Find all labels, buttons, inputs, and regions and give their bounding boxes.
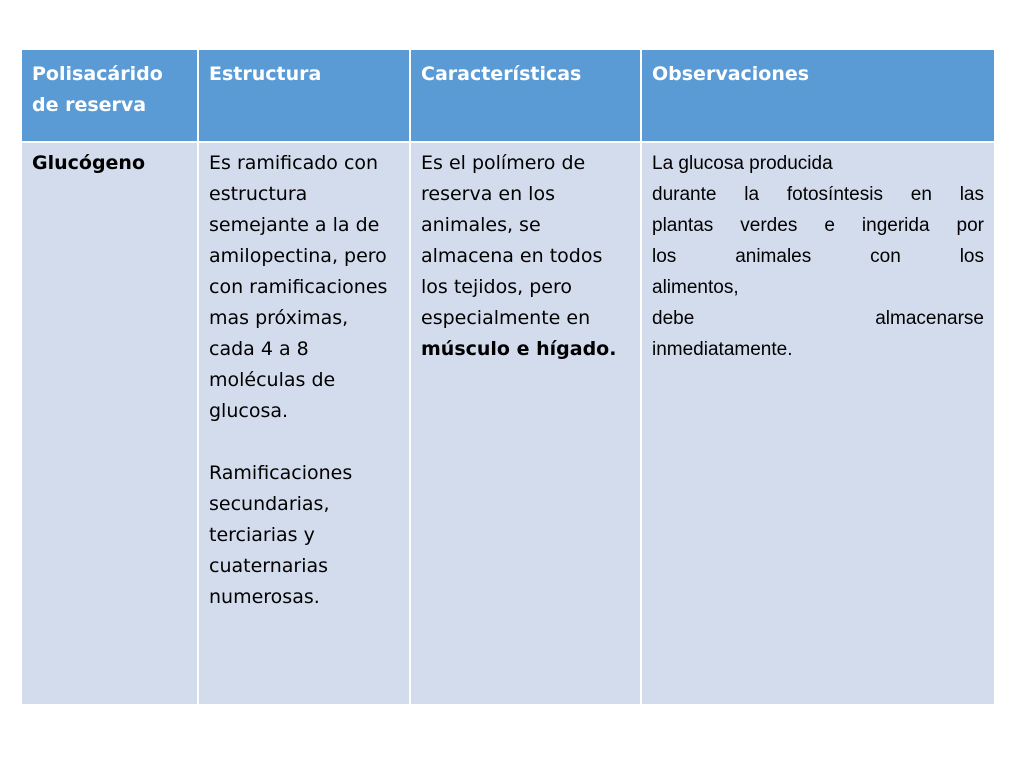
polysaccharide-table (20, 48, 996, 706)
cell-caracteristicas (410, 142, 641, 705)
header-polisacarido: Polisacárido de reserva (21, 49, 198, 142)
cell-observaciones (641, 142, 995, 705)
header-observaciones: Observaciones (641, 49, 995, 142)
observaciones-line-3: plantas verdes e ingerida por (652, 215, 984, 236)
caracteristicas-text: Es el polímero de reserva en los animales, se almacena en todos los tejidos, pero especialmente en (421, 152, 603, 329)
cell-estructura (198, 142, 410, 705)
header-estructura: Estructura (198, 49, 410, 142)
estructura-paragraph-2: Ramificaciones secundarias, terciarias y cuaternarias numerosas. (209, 462, 353, 608)
observaciones-line-5: alimentos, (652, 277, 739, 298)
observaciones-line-6: debe almacenarse (652, 308, 984, 329)
header-caracteristicas: Características (410, 49, 641, 142)
observaciones-line-7: inmediatamente. (652, 339, 793, 360)
observaciones-line-4: los animales con los (652, 246, 984, 267)
cell-polysaccharide-name: Glucógeno (21, 142, 198, 705)
observaciones-line-2: durante la fotosíntesis en las (652, 184, 984, 205)
table-row (21, 142, 995, 705)
observaciones-line-1: La glucosa producida (652, 153, 833, 174)
table-header-row (21, 49, 995, 142)
estructura-paragraph-1: Es ramificado con estructura semejante a la de amilopectina, pero con ramificaciones mas próximas, cada 4 a 8 moléculas de glucosa. (209, 152, 388, 422)
caracteristicas-emphasis: músculo e hígado. (421, 338, 617, 360)
